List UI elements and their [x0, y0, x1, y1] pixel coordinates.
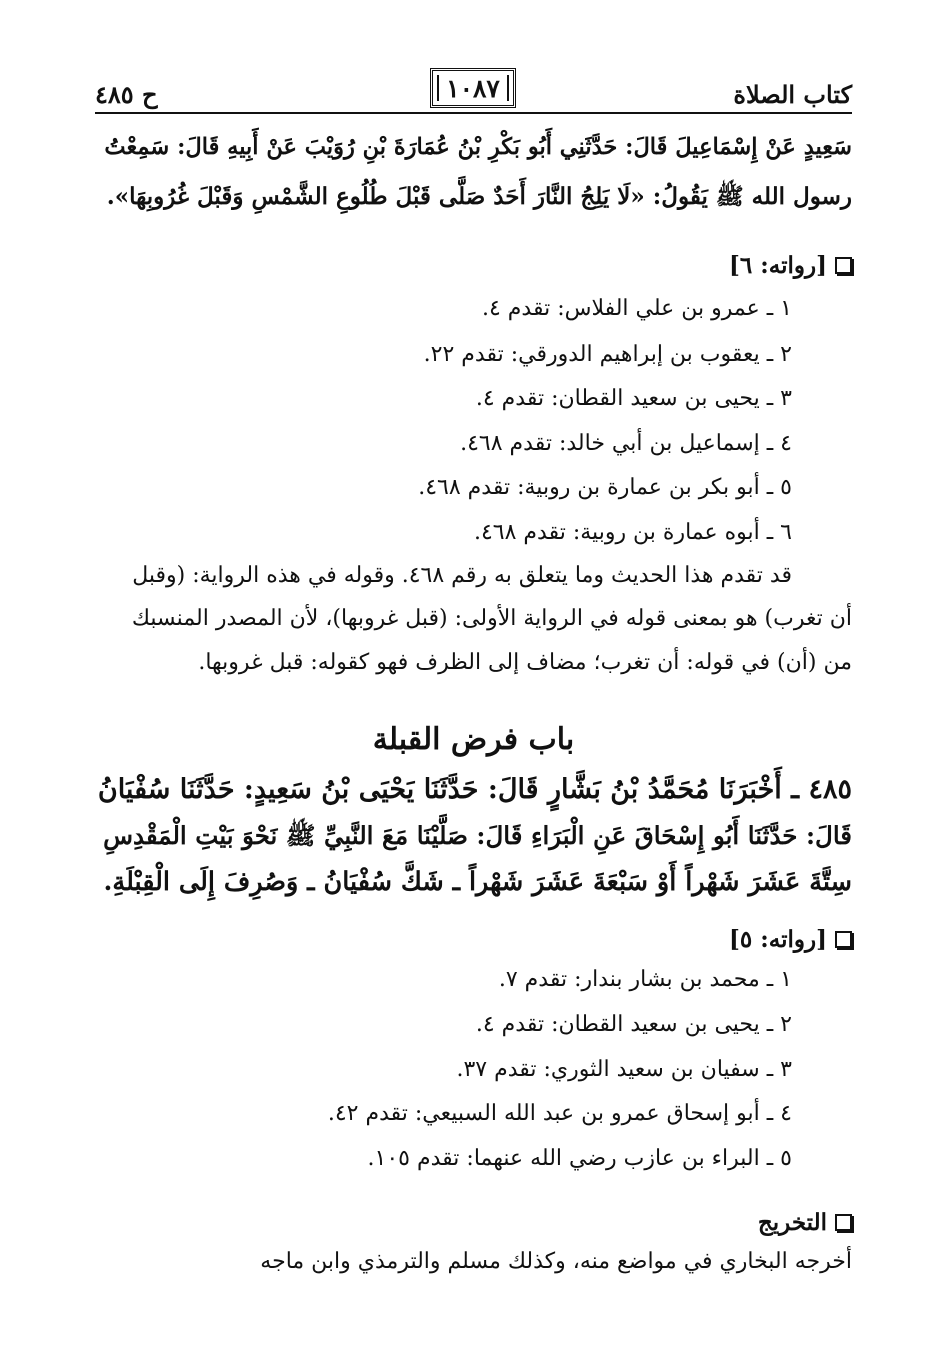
hadith-reference: ح ٤٨٥	[95, 80, 158, 109]
hadith-text-line: رسول الله ﷺ يَقُولُ: «لَا يَلِجُ النَّارَ أَحَدٌ صَلَّى قَبْلَ طُلُوعِ الشَّمْسِ وَقَبْلَ غُرُوبِهَا».	[106, 183, 852, 210]
narrator-item: ٥ ـ أبو بكر بن عمارة بن روبية: تقدم ٤٦٨.	[418, 475, 792, 500]
narrator-item: ٤ ـ إسماعيل بن أبي خالد: تقدم ٤٦٨.	[460, 431, 792, 456]
takhrij-label: التخريج	[757, 1209, 827, 1236]
chapter-title: باب فرض القبلة	[372, 722, 575, 757]
takhrij-text-line: أخرجه البخاري في مواضع منه، وكذلك مسلم والترمذي وابن ماجه	[260, 1249, 852, 1274]
commentary-line: من (أن) في قوله: أن تغرب؛ مضاف إلى الظرف فهو كقوله: قبل غروبها.	[198, 650, 852, 675]
square-bullet-icon	[835, 257, 852, 274]
square-bullet-icon	[835, 1214, 852, 1231]
hadith-text-line: قَالَ: حَدَّثَنَا أَبُو إِسْحَاقَ عَنِ الْبَرَاءِ قَالَ: صَلَّيْنَا مَعَ النَّبِيِّ ﷺ نَحْوَ بَيْتِ الْمَقْدِسِ	[103, 821, 852, 850]
narrator-item: ٣ ـ يحيى بن سعيد القطان: تقدم ٤.	[475, 386, 792, 411]
narrators-count-label: [رواته: ٥]	[729, 926, 827, 953]
page-number-frame	[430, 68, 516, 108]
narrator-item: ١ ـ محمد بن بشار بندار: تقدم ٧.	[498, 967, 792, 992]
hadith-text-line: سَعِيدٍ عَنْ إِسْمَاعِيلَ قَالَ: حَدَّثَنِي أَبُو بَكْرِ بْنُ عُمَارَةَ بْنِ رُوَيْبَ عَنْ أَبِيهِ قَالَ: سَمِعْتُ	[104, 134, 852, 160]
narrator-item: ٤ ـ أبو إسحاق عمرو بن عبد الله السبيعي: تقدم ٤٢.	[327, 1101, 792, 1126]
narrator-item: ٣ ـ سفيان بن سعيد الثوري: تقدم ٣٧.	[456, 1057, 792, 1082]
hadith-text-line: سِتَّةَ عَشَرَ شَهْراً أَوْ سَبْعَةَ عَشَرَ شَهْراً ـ شَكَّ سُفْيَانُ ـ وَصُرِفَ إِلَى الْقِبْلَةِ.	[103, 867, 852, 897]
hadith-text-line: ٤٨٥ ـ أَخْبَرَنَا مُحَمَّدُ بْنُ بَشَّارٍ قَالَ: حَدَّثَنَا يَحْيَى بْنُ سَعِيدٍ: حَدَّثَنَا سُفْيَانُ	[97, 774, 852, 805]
commentary-line: أن تغرب) هو بمعنى قوله في الرواية الأولى: (قبل غروبها)، لأن المصدر المنسبك	[131, 606, 852, 631]
narrator-item: ٥ ـ البراء بن عازب رضي الله عنهما: تقدم ١٠٥.	[367, 1146, 792, 1171]
book-title: كتاب الصلاة	[733, 80, 852, 109]
narrators-heading	[729, 926, 852, 953]
takhrij-heading	[758, 1209, 852, 1236]
narrator-item: ٢ ـ يعقوب بن إبراهيم الدورقي: تقدم ٢٢.	[423, 342, 792, 367]
narrators-count-label: [رواته: ٦]	[729, 252, 827, 279]
page-header	[95, 62, 852, 118]
narrators-heading	[729, 252, 852, 279]
square-bullet-icon	[835, 931, 852, 948]
page-number: ١٠٨٧	[446, 73, 500, 103]
narrator-item: ٢ ـ يحيى بن سعيد القطان: تقدم ٤.	[475, 1012, 792, 1037]
commentary-line: قد تقدم هذا الحديث وما يتعلق به رقم ٤٦٨. وقوله في هذه الرواية: (وقبل	[132, 563, 792, 588]
narrator-item: ٦ ـ أبوه عمارة بن روبية: تقدم ٤٦٨.	[473, 520, 792, 545]
header-rule	[95, 112, 852, 114]
narrator-item: ١ ـ عمرو بن علي الفلاس: تقدم ٤.	[481, 296, 792, 321]
